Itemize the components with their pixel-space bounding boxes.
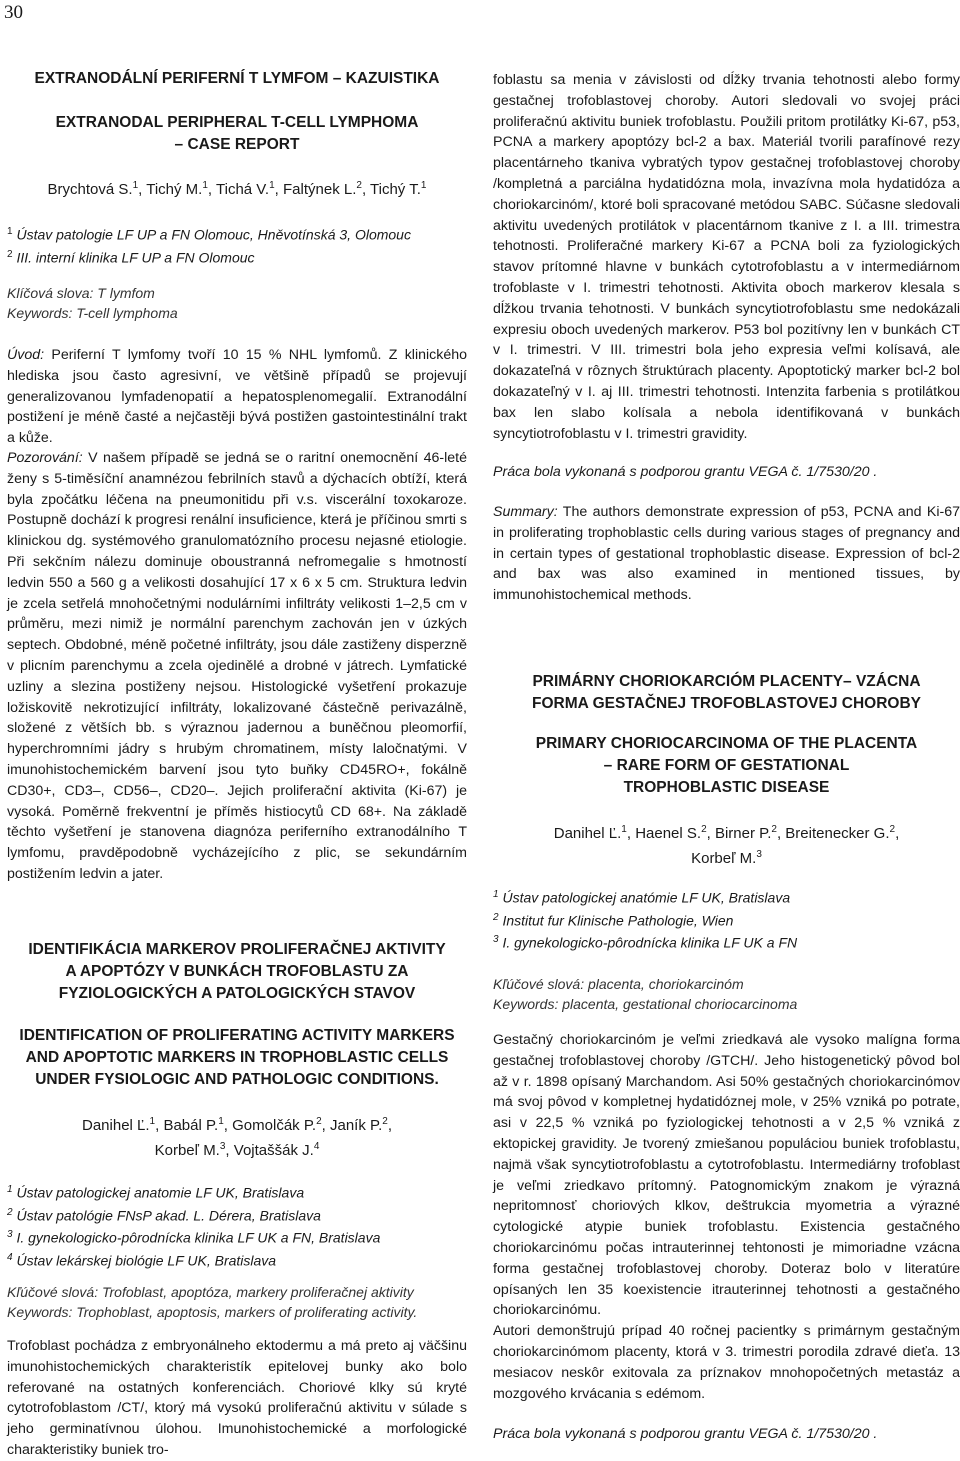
intro-label: Úvod: [7, 347, 45, 363]
affiliation: $^2$ Institut fur Klinische Pathologie, Wien [493, 911, 734, 929]
observation-label: Pozorování: [7, 450, 83, 466]
keywords-en: Keywords: T-cell lymphoma [7, 305, 178, 321]
article1-authors: Brychtová S.$^1$, Tichý M.$^1$, Tichá V.$^1$, Faltýnek L.$^2$, Tichý T.$^1$ [47, 180, 427, 198]
article3-authors-2: Korbeľ M.$^3$ [691, 849, 762, 867]
article2-title-en-1: IDENTIFICATION OF PROLIFERATING ACTIVITY MARKERS [19, 1027, 455, 1044]
observation-paragraph: Pozorování: V našem případě se jedná se o raritní onemocnění 46-leté ženy s 5-timěsíční anamnézou febrilních stavů a dýchacích obtíží, která byla zpočátku léčena na pneumonitidu při v.s. viscerální toxokaroze. Postupně dochází k progresi renální insuficience, která je příčinou smrti s klinickou dg. systémového granulomatózního procesu nejasné etiologie. Při sekčním nálezu dominuje oboustranná nefromegalie s hmotností ledvin 550 a 560 g a velikosti dosahující 17 x 6 x 5 cm. Struktura ledvin je zcela setřelá mnohočetnými nodulárními infiltráty velikosti 1–2,5 cm v průměru, mezi nimiž je normální parenchym zachován jen v úzkých septech. Obdobné, méně početné infiltráty, jsou dále zastiženy disperzně v plicním parenchymu a zcela ojedinělé a drobné v játrech. Lymfatické uzliny a slezina postiženy nejsou. Histologické vyšetření prokazuje ložiskovitě nekrotizující infiltráty, lokalizované částečně perivazálně, složené z větších bb. s výraznou jadernou a buněčnou pleomorfií, hyperchromními jádry s hrubým chromatinem, místy laločnatými. V imunohistochemickém barvení jsou tyto buňky CD45RO+, fokálně CD30+, CD3–, CD56–, CD20–. Jejich proliferační aktivita (Ki-67) je vysoká. Poměrně frekventní je příměs histiocytů CD 68+. Na základě těchto vyšetření je stanovena diagnóza periferního extranodálního T lymfomu, pravděpodobně vycházejícího z plic, se sekundárním postižením ledvin a jater. [7, 450, 467, 882]
article2-header [7, 939, 467, 1161]
affiliation: $^4$ Ústav lekárskej biológie LF UK, Bratislava [7, 1251, 277, 1269]
author: Faltýnek L. [283, 181, 357, 198]
keywords-sk: Kľúčové slová: placenta, choriokarcinóm [493, 976, 744, 992]
author: Tichý M. [146, 181, 203, 198]
article2-affiliations [7, 1180, 467, 1271]
article2-authors-2: Korbeľ M.$^3$, Vojtaššák J.$^4$ [154, 1141, 320, 1159]
article3-affiliations [493, 885, 960, 953]
article2-title-sk-3: FYZIOLOGICKÝCH A PATOLOGICKÝCH STAVOV [58, 985, 416, 1002]
affiliation: $^1$ Ústav patologickej anatómie LF UK, Bratislava [493, 889, 791, 906]
article2-title-sk-1: IDENTIFIKÁCIA MARKEROV PROLIFERAČNEJ AKTIVITY [28, 941, 446, 958]
article2-grant [493, 462, 960, 483]
article2-title-sk-2: A APOPTÓZY V BUNKÁCH TROFOBLASTU ZA [65, 963, 409, 980]
article3-title-en-2: – RARE FORM OF GESTATIONAL [603, 757, 850, 774]
body-paragraph: Gestačný choriokarcinóm je veľmi zriedkavá ale vysoko malígna forma gestačnej trofoblastovej choroby /GTCH/. Jeho histogenetický pôvod bol až v r. 1898 opísaný Marchandom. Asi 50% gestačných choriokarcinómov má svoj pôvod v kompletnej hydatidóznej mole, v 25% vzniká po potrate, asi v 22,5 % vzniká po fyziologickej tehotnosti a v 2,5 % vzniká z ektopickej gravidity. Je tvorený zmiešanou populáciou buniek trofoblastu, najmä však syncytiotrofoblastu a cytotrofoblastu. Intermediárny trofoblast je veľmi zriedkavo prítomný. Patognomickým znakom je výrazná nepritomnosť choriových klkov, deštrukcia myometria a výrazné cytologické atypie buniek trofoblastu. Existencia gestačného choriokarcinómu počas intrauterinnej tehtonosti je mimoriadne vzácna forma gestačnej trofoblastovej choroby. Doteraz bolo v literatúre opísaných len 35 koexistencie itrauterinnej tehotnosti a gestačného choriokarcinómu. [493, 1032, 960, 1319]
article3-title-sk-1: PRIMÁRNY CHORIOKARCIÓM PLACENTY– VZÁCNA [532, 673, 921, 690]
article2-authors-1: Danihel Ľ.$^1$, Babál P.$^1$, Gomolčák P.$^2$, Janík P.$^2$, [82, 1116, 392, 1134]
article1-title-cz: EXTRANODÁLNÍ PERIFERNÍ T LYMFOM – KAZUISTIKA [34, 70, 440, 87]
article3-grant [493, 1424, 960, 1445]
article2-body-left [7, 1336, 467, 1461]
article2-keywords [7, 1282, 467, 1322]
affiliation: $^1$ Ústav patologickej anatomie LF UK, Bratislava [7, 1184, 305, 1201]
article3-header [493, 671, 960, 869]
keywords-en: Keywords: Trophoblast, apoptosis, markers of proliferating activity. [7, 1304, 418, 1320]
grant-note: Práca bola vykonaná s podporou grantu VEGA č. 1/7530/20 . [493, 1426, 878, 1442]
article3-body [493, 1030, 960, 1404]
article1-title-en-1: EXTRANODAL PERIPHERAL T-CELL LYMPHOMA [55, 114, 419, 131]
article1-header [7, 68, 467, 200]
body-paragraph: foblastu sa menia v závislosti od dĺžky trvania tehotnosti alebo formy gestačnej trofoblastovej choroby. Autori sledovali vo svojej práci proliferačnú aktivitu buniek trofoblastu. Použili pritom protilátky Ki-67, p53, PCNA a markery apoptózy bcl-2 a bax. Materiál tvorili parafínové rezy placentárneho tkaniva vybratých typov gestačnej trofoblastovej choroby /kompletná a parciálna hydatidózna mola, invazívna mola hydatidóza a choriokarcinóm/, ktoré boli spracované metódou SABC. Súčasne sledovali aktivitu uvedených protilátok v placentárnom tkanive z I. a III. trimestra tehotnosti. Proliferačné markery Ki-67 a PCNA boli za fyziologických stavov prítomné hlavne v bunkách cytotrofoblastu a v intermediárnom trofoblaste v I. trimestri tehotnosti. Aktivita oboch markerov klesala s dĺžkou trvania tehotnosti. V bunkách syncytiotrofoblastu sme nedokázali expresiu oboch uvedených markerov. P53 bol pozitívny len v bunkách CT v I. trimestri. V III. trimestri bola jeho expresia veľmi kolísavá, ale dokazateľná v rôznych štruktúrach placenty. Apoptotický marker bcl-2 bol dokazateľný v I. aj III. trimestri tehotnosti. Intenzita farbenia s protilátkou bax len slabo kolísala a nebola identifikovaná v bunkách syncytiotrofoblastu v I. trimestri gravidity. [493, 72, 960, 442]
article3-title-sk-2: FORMA GESTAČNEJ TROFOBLASTOVEJ CHOROBY [532, 695, 921, 712]
affiliation: $^2$ Ústav patológie FNsP akad. L. Dérera, Bratislava [7, 1206, 321, 1224]
keywords-sk: Kľúčové slová: Trofoblast, apoptóza, markery proliferačnej aktivity [7, 1284, 414, 1300]
keywords-en: Keywords: placenta, gestational choriocarcinoma [493, 996, 798, 1012]
body-paragraph: Trofoblast pochádza z embryonálneho ektodermu a má preto aj väčšinu imunohistochemických charakteristík epitelovej bunky ako bolo referované na ostatných konferenciách. Choriové klky sú kryté cytotrofoblastom /CT/, ktorý má vysokú proliferačnú aktivitu v súlade s jeho germinatívnou úlohou. Imunohistochemické a morfologické charakteristiky buniek tro- [7, 1338, 467, 1458]
author: Brychtová S. [47, 181, 133, 198]
article2-summary [493, 502, 960, 606]
article3-title-en-3: TROPHOBLASTIC DISEASE [623, 779, 830, 796]
article1-keywords [7, 283, 467, 323]
author: Tichý T. [370, 181, 421, 198]
article3-title-en-1: PRIMARY CHORIOCARCINOMA OF THE PLACENTA [535, 735, 918, 752]
grant-note: Práca bola vykonaná s podporou grantu VEGA č. 1/7530/20 . [493, 464, 878, 480]
affiliation: $^2$ III. interní klinika LF UP a FN Olomouc [7, 248, 255, 266]
intro-paragraph: Úvod: Periferní T lymfomy tvoří 10 15 % NHL lymfomů. Z klinického hlediska jsou často agresivní, ve většině případů se projevují generalizovanou lymfadenopatií a hepatosplenomegalií. Extranodální postižení je méně časté a nejčastěji bývá postižen gastointestinální trakt a kůže. [7, 347, 467, 447]
body-paragraph: Autori demonštrujú prípad 40 ročnej pacientky s primárnym gestačným choriokarcinómom placenty, ktorá v 3. trimestri porodila zdravé dieťa. 13 mesiacov neskôr exitovala za príznakov mnohopočetných metastáz a mozgového krvácania s edémom. [493, 1323, 960, 1402]
article2-title-en-3: UNDER FYSIOLOGIC AND PATHOLOGIC CONDITIONS. [35, 1071, 439, 1088]
affiliation: $^3$ I. gynekologicko-pôrodnícka klinika LF UK a FN [493, 934, 798, 951]
summary-paragraph: Summary: The authors demonstrate expression of p53, PCNA and Ki-67 in proliferating trophoblastic cells during various stages of pregnancy and in certain types of gestational trophoblastic disease. Expression of bcl-2 and bax was also examined in mentioned tissues, by immunohistochemical methods. [493, 504, 960, 604]
page-number: 30 [4, 2, 23, 23]
affiliation: $^1$ Ústav patologie LF UP a FN Olomouc, Hněvotínská 3, Olomouc [7, 226, 411, 243]
article1-affiliations [7, 222, 467, 267]
article1-title-en-2: – CASE REPORT [174, 136, 300, 153]
affiliation: $^3$ I. gynekologicko-pôrodnícka klinika LF UK a FN, Bratislava [7, 1229, 381, 1246]
author: Tichá V. [216, 181, 270, 198]
article3-authors-1: Danihel Ľ.$^1$, Haenel S.$^2$, Birner P.$^2$, Breitenecker G.$^2$, [553, 824, 900, 842]
article2-body-right [493, 70, 960, 444]
article1-intro [7, 345, 467, 449]
summary-label: Summary: [493, 504, 558, 520]
article1-observation [7, 448, 467, 885]
article2-title-en-2: AND APOPTOTIC MARKERS IN TROPHOBLASTIC CELLS [25, 1049, 449, 1066]
article3-keywords [493, 974, 960, 1014]
keywords-cz: Klíčová slova: T lymfom [7, 285, 155, 301]
